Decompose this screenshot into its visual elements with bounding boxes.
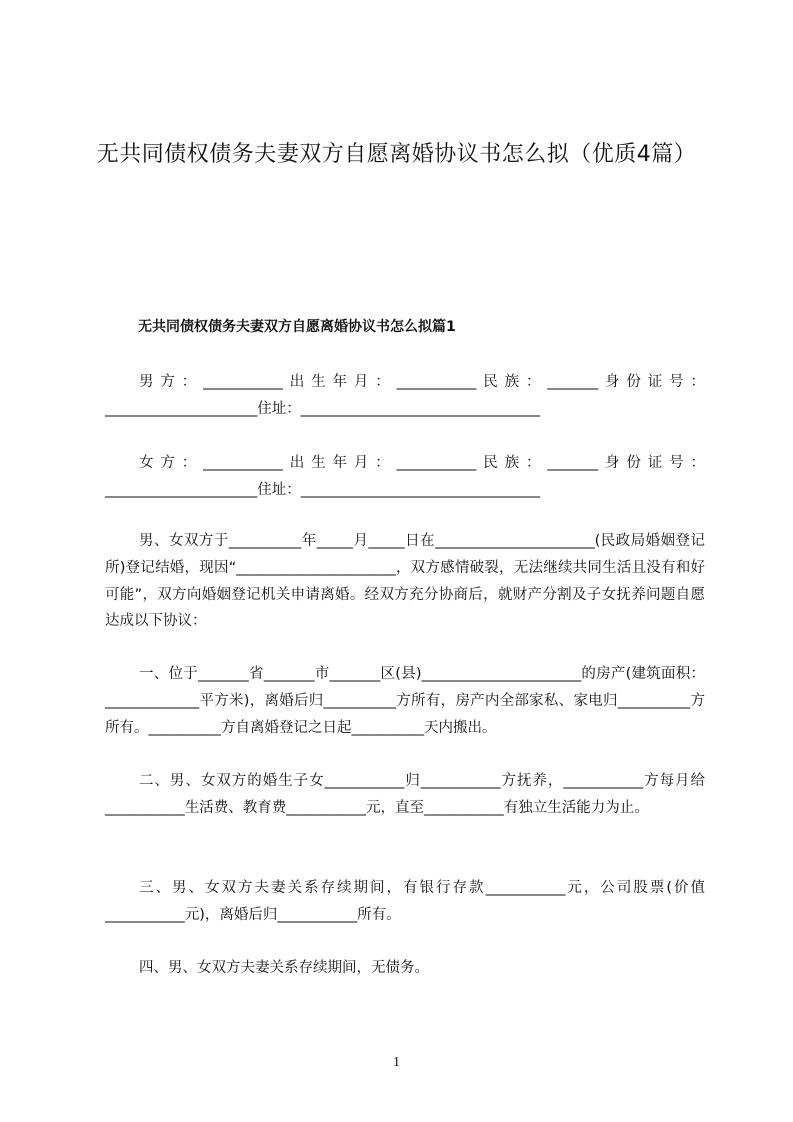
paragraph-marriage-registration: 男、女双方于__________年_____月_____日在______________________(民政局婚姻登记所)登记结婚，现因“______________________，双方感情破裂，无法继续共同生活且没有和好可能”，双方向婚姻登记机关申请离婚。经双方充分协商后，就财产分割及子女抚养问题自愿达成以下协议：	[105, 533, 705, 630]
paragraph-female-info: 女方：___________出生年月：___________民族：_______身份证号：_____________________住址：_________________________________	[105, 455, 705, 498]
paragraph-clause-deposits: 三、男、女双方夫妻关系存续期间，有银行存款___________元，公司股票(价值___________元)，离婚后归___________所有。	[105, 880, 705, 923]
section-heading: 无共同债权债务夫妻双方自愿离婚协议书怎么拟篇1	[138, 319, 456, 335]
paragraph-clause-debts: 四、男、女双方夫妻关系存续期间，无债务。	[139, 960, 429, 976]
paragraph-male-info: 男方：___________出生年月：___________民族：_______身份证号：_____________________住址：_________________________________	[105, 374, 705, 417]
paragraph-clause-property: 一、位于_______省_______市_______区(县)______________________的房产(建筑面积：_____________平方米)，离婚后归__________方所有，房产内全部家私、家电归__________方所有。__________方自离婚登记之日起__________天内搬出。	[105, 666, 705, 736]
page-number: 1	[393, 1055, 400, 1070]
paragraph-clause-children: 二、男、女双方的婚生子女___________归___________方抚养，___________方每月给___________生活费、教育费___________元，直至___________有独立生活能力为止。	[105, 773, 705, 816]
document-title: 无共同债权债务夫妻双方自愿离婚协议书怎么拟（优质4篇）	[96, 142, 697, 167]
